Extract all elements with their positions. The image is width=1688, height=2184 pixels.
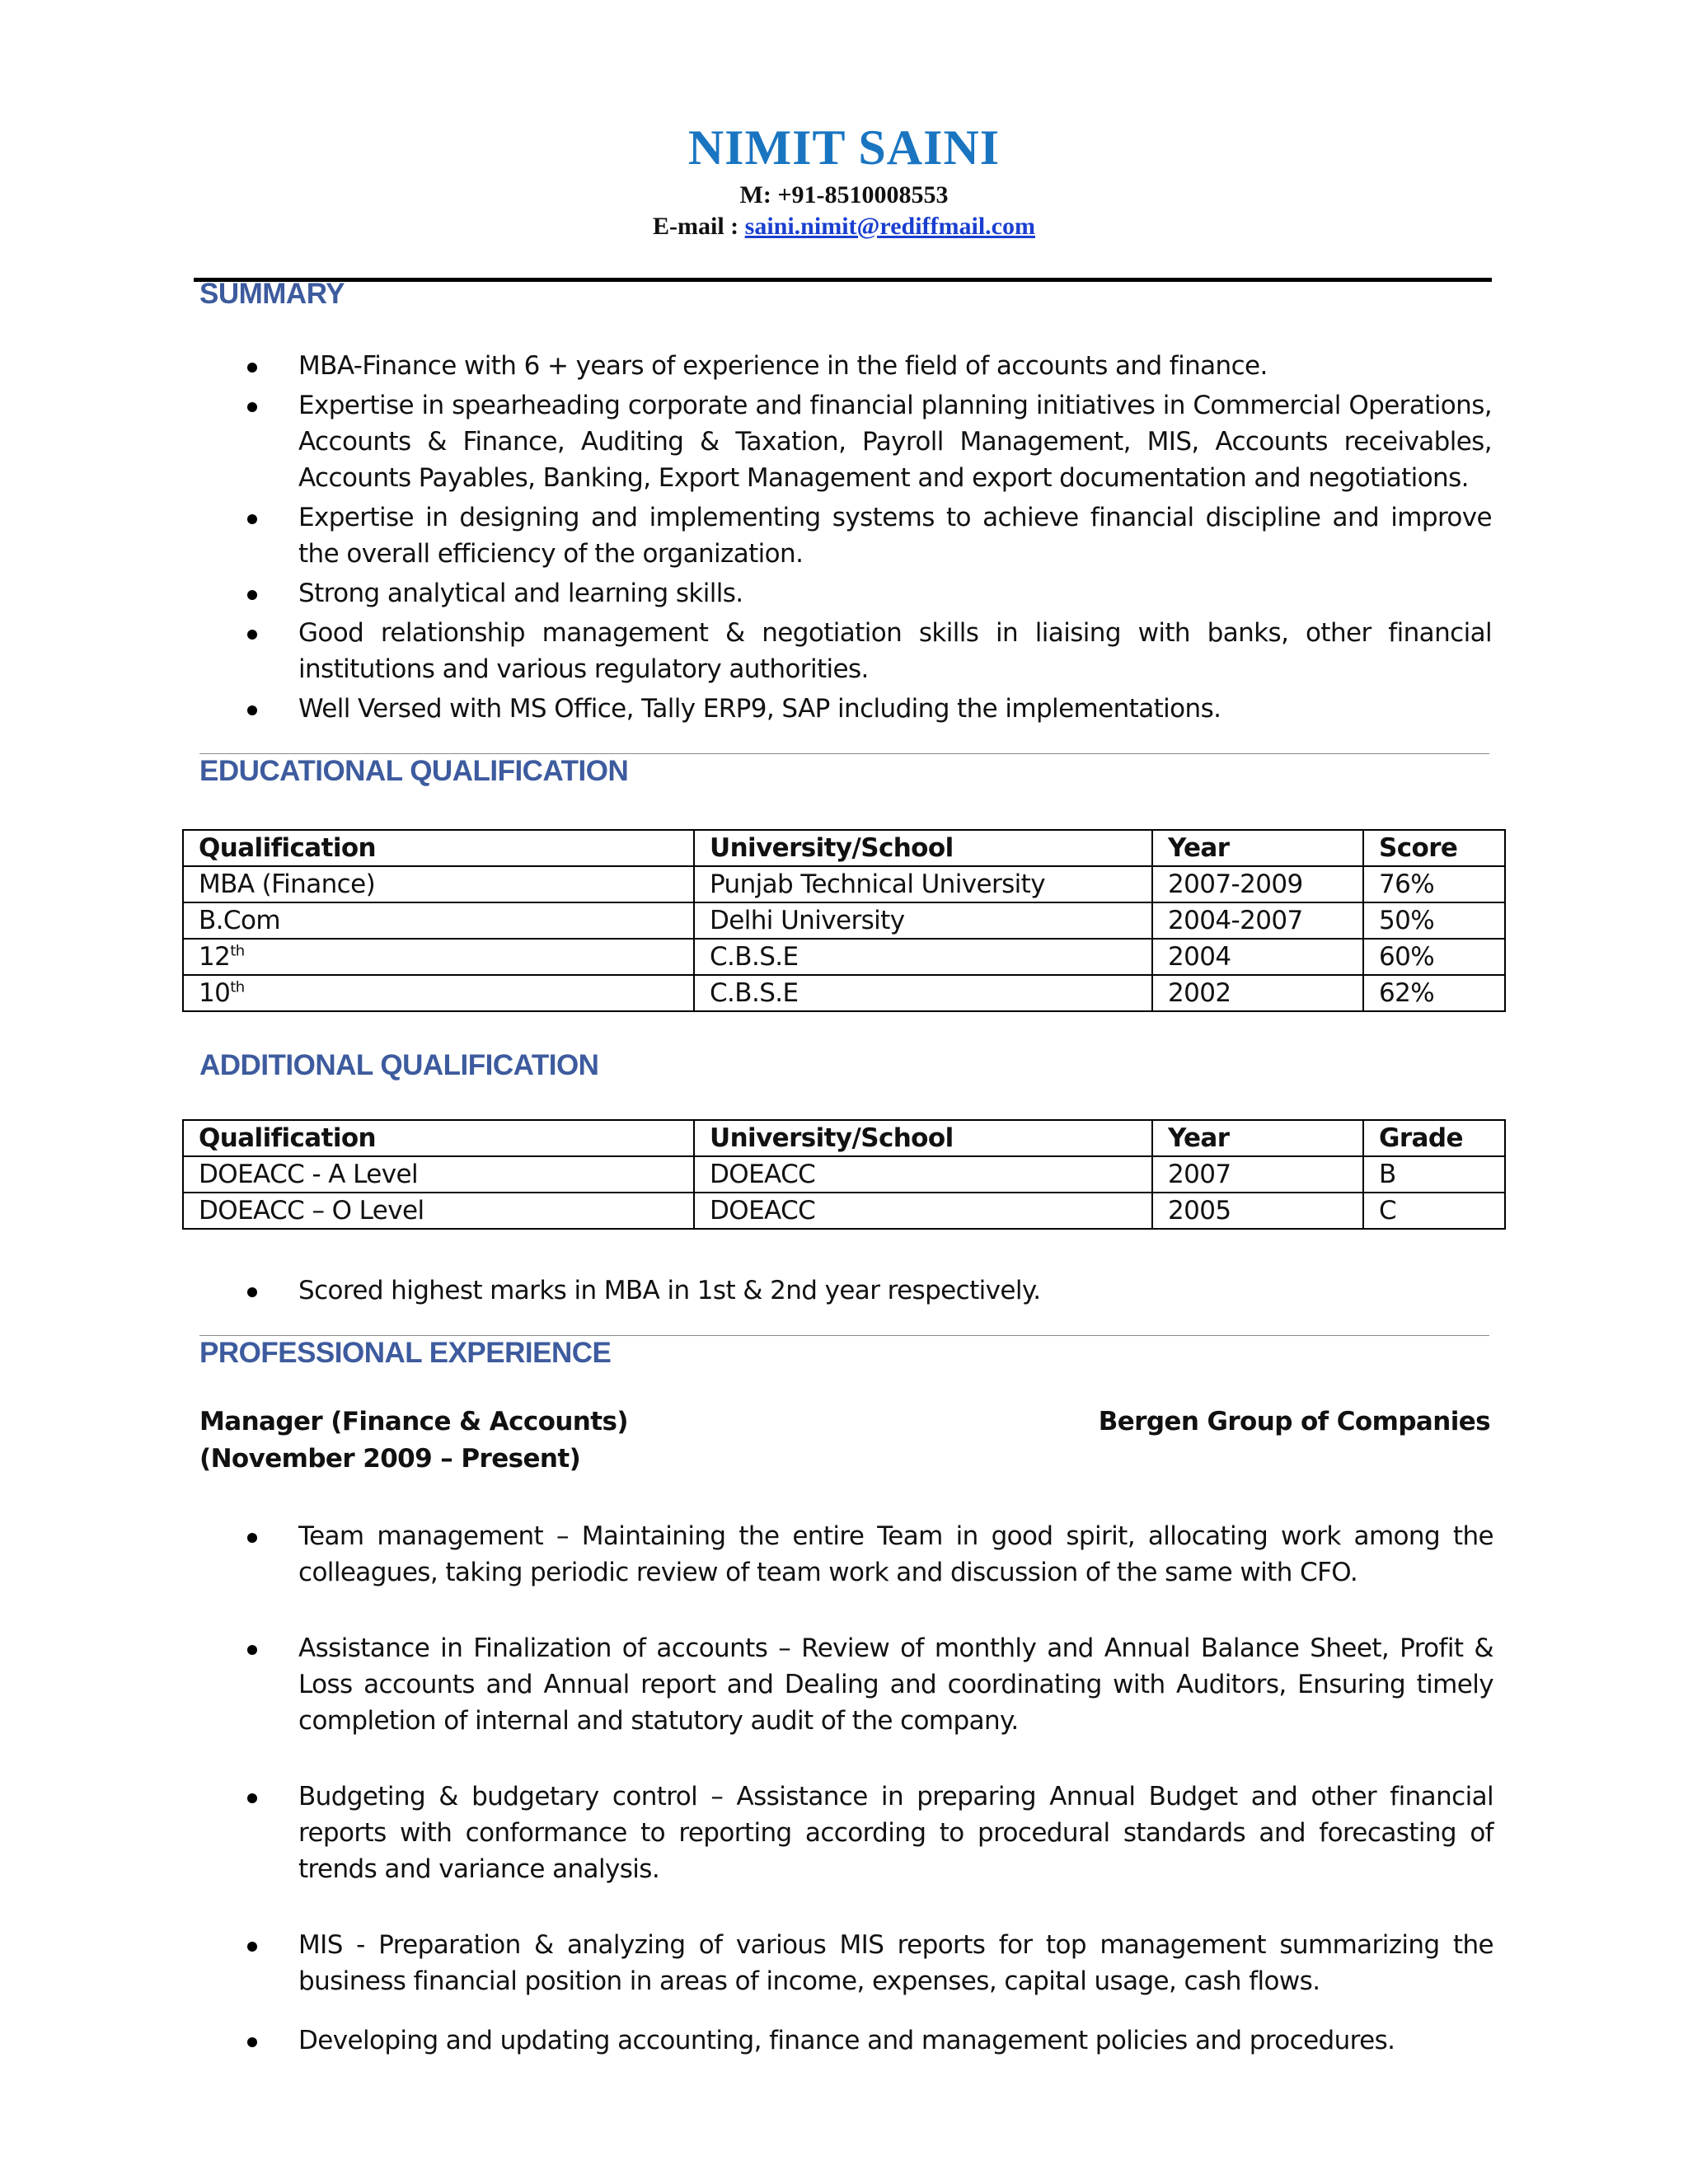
table-cell: C bbox=[1363, 1193, 1505, 1229]
bullet-icon bbox=[247, 402, 257, 412]
table-cell: 50% bbox=[1363, 902, 1505, 939]
experience-heading: PROFESSIONAL EXPERIENCE bbox=[199, 1337, 612, 1369]
bullet-icon bbox=[247, 1942, 257, 1952]
bullet-icon bbox=[247, 590, 257, 600]
email-line bbox=[0, 213, 1688, 241]
table-cell: 12th bbox=[183, 939, 694, 975]
bullet-icon bbox=[247, 1645, 257, 1655]
list-item: MIS - Preparation & analyzing of various MIS reports for top management summarizing the business financial position in areas of income, expenses, capital usage, cash flows. bbox=[298, 1927, 1493, 1999]
phone-number: M: +91-8510008553 bbox=[739, 181, 949, 209]
table-cell: 2004-2007 bbox=[1152, 902, 1363, 939]
header-divider bbox=[194, 278, 1492, 282]
ordinal-suffix: th bbox=[230, 942, 245, 960]
section-divider bbox=[199, 753, 1489, 754]
table-cell: 62% bbox=[1363, 975, 1505, 1011]
education-table bbox=[182, 829, 1506, 1012]
column-header: Qualification bbox=[183, 1120, 694, 1156]
additional-notes bbox=[298, 1272, 1492, 1309]
table-row bbox=[183, 1193, 1505, 1229]
bullet-icon bbox=[247, 2037, 257, 2047]
column-header: Year bbox=[1152, 1120, 1363, 1156]
table-header-row bbox=[183, 830, 1505, 866]
table-cell: B.Com bbox=[183, 902, 694, 939]
table-cell: 76% bbox=[1363, 866, 1505, 902]
ordinal-suffix: th bbox=[230, 978, 245, 996]
list-item: MBA-Finance with 6 + years of experience in the field of accounts and finance. bbox=[298, 348, 1492, 384]
table-cell: Punjab Technical University bbox=[694, 866, 1152, 902]
bullet-icon bbox=[247, 1533, 257, 1543]
list-item: Expertise in spearheading corporate and financial planning initiatives in Commercial Operations, Accounts & Finance, Auditing & Taxation, Payroll Management, MIS, Accounts receivables, Accounts Payables, Banking, Export Management and export documentation and negotiations. bbox=[298, 387, 1492, 496]
table-cell: 2007 bbox=[1152, 1156, 1363, 1193]
table-cell: MBA (Finance) bbox=[183, 866, 694, 902]
bullet-icon bbox=[247, 1287, 257, 1297]
list-item: Well Versed with MS Office, Tally ERP9, SAP including the implementations. bbox=[298, 691, 1492, 727]
table-cell: 2004 bbox=[1152, 939, 1363, 975]
table-cell: DOEACC bbox=[694, 1193, 1152, 1229]
table-cell: 2002 bbox=[1152, 975, 1363, 1011]
table-cell: DOEACC bbox=[694, 1156, 1152, 1193]
table-row bbox=[183, 975, 1505, 1011]
list-item: Team management – Maintaining the entire Team in good spirit, allocating work among the colleagues, taking periodic review of team work and discussion of the same with CFO. bbox=[298, 1518, 1493, 1591]
bullet-icon bbox=[247, 630, 257, 640]
table-header-row bbox=[183, 1120, 1505, 1156]
section-divider bbox=[199, 1335, 1489, 1336]
list-item: Good relationship management & negotiation skills in liaising with banks, other financial institutions and various regulatory authorities. bbox=[298, 615, 1492, 687]
column-header: University/School bbox=[694, 830, 1152, 866]
list-item: Scored highest marks in MBA in 1st & 2nd year respectively. bbox=[298, 1272, 1492, 1309]
bullet-icon bbox=[247, 514, 257, 524]
bullet-icon bbox=[247, 1793, 257, 1803]
additional-table bbox=[182, 1119, 1506, 1230]
job-role: Manager (Finance & Accounts) bbox=[199, 1407, 628, 1436]
table-cell: Delhi University bbox=[694, 902, 1152, 939]
table-cell: B bbox=[1363, 1156, 1505, 1193]
table-cell: DOEACC - A Level bbox=[183, 1156, 694, 1193]
summary-list bbox=[298, 348, 1492, 727]
bullet-icon bbox=[247, 705, 257, 715]
candidate-name: NIMIT SAINI bbox=[687, 120, 1001, 175]
column-header: Score bbox=[1363, 830, 1505, 866]
table-row bbox=[183, 939, 1505, 975]
column-header: Grade bbox=[1363, 1120, 1505, 1156]
bullet-icon bbox=[247, 363, 257, 373]
list-item: Strong analytical and learning skills. bbox=[298, 575, 1492, 612]
summary-heading: SUMMARY bbox=[199, 278, 345, 310]
table-row bbox=[183, 902, 1505, 939]
table-cell: C.B.S.E bbox=[694, 939, 1152, 975]
column-header: Year bbox=[1152, 830, 1363, 866]
table-cell: 10th bbox=[183, 975, 694, 1011]
column-header: Qualification bbox=[183, 830, 694, 866]
table-cell: DOEACC – O Level bbox=[183, 1193, 694, 1229]
list-item: Assistance in Finalization of accounts – Review of monthly and Annual Balance Sheet, Profit & Loss accounts and Annual report and Dealing and coordinating with Auditors, Ensuring timely completion of internal and statutory audit of the company. bbox=[298, 1630, 1493, 1739]
table-row bbox=[183, 1156, 1505, 1193]
table-cell: 2007-2009 bbox=[1152, 866, 1363, 902]
table-cell: 60% bbox=[1363, 939, 1505, 975]
additional-heading: ADDITIONAL QUALIFICATION bbox=[199, 1049, 599, 1081]
table-row bbox=[183, 866, 1505, 902]
email-link[interactable]: saini.nimit@rediffmail.com bbox=[744, 213, 1035, 240]
company-name: Bergen Group of Companies bbox=[1098, 1407, 1490, 1436]
list-item: Developing and updating accounting, finance and management policies and procedures. bbox=[298, 2022, 1493, 2059]
list-item: Expertise in designing and implementing systems to achieve financial discipline and improve the overall efficiency of the organization. bbox=[298, 499, 1492, 572]
table-cell: C.B.S.E bbox=[694, 975, 1152, 1011]
column-header: University/School bbox=[694, 1120, 1152, 1156]
table-cell: 2005 bbox=[1152, 1193, 1363, 1229]
education-heading: EDUCATIONAL QUALIFICATION bbox=[199, 755, 629, 787]
list-item: Budgeting & budgetary control – Assistance in preparing Annual Budget and other financial reports with conformance to reporting according to procedural standards and forecasting of trends and variance analysis. bbox=[298, 1779, 1493, 1887]
job-period: (November 2009 – Present) bbox=[199, 1444, 581, 1474]
email-label: E-mail : bbox=[653, 213, 745, 240]
experience-list bbox=[298, 1518, 1493, 2059]
